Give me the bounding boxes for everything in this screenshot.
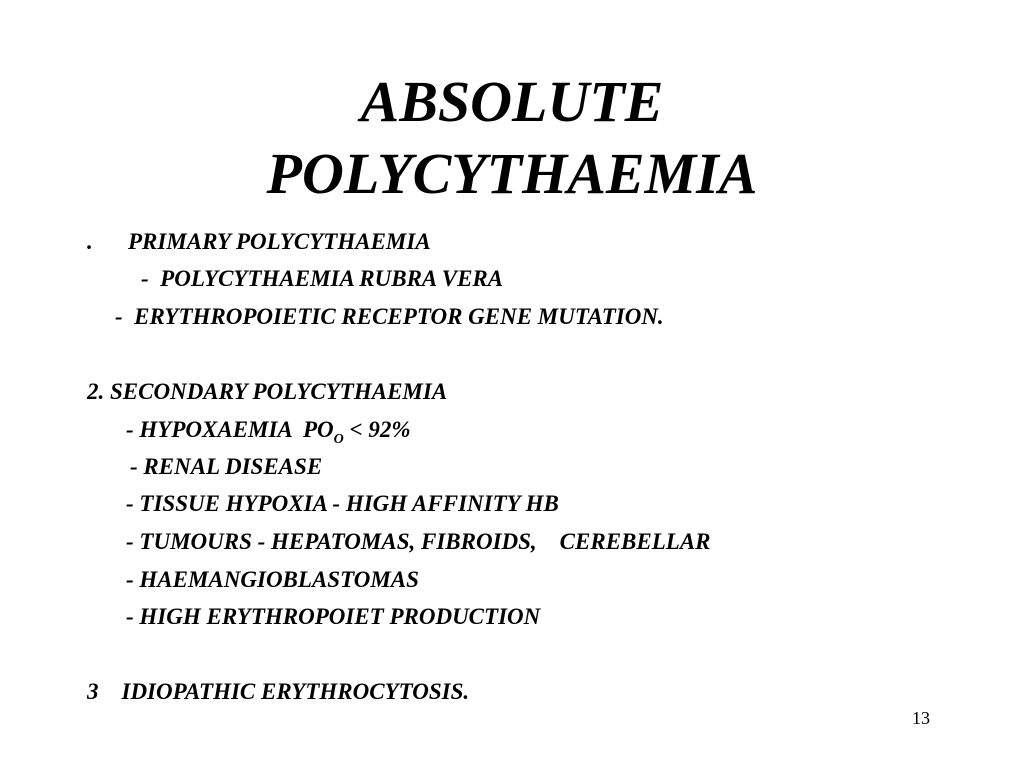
- title-line-2: POLYCYTHAEMIA: [266, 141, 758, 206]
- idiopathic-heading: 3 IDIOPATHIC ERYTHROCYTOSIS.: [87, 679, 470, 704]
- primary-item-receptor-mutation: - ERYTHROPOIETIC RECEPTOR GENE MUTATION.: [115, 304, 664, 329]
- secondary-item-renal: - RENAL DISEASE: [130, 454, 323, 479]
- secondary-item-tumours: - TUMOURS - HEPATOMAS, FIBROIDS, CEREBELLAR: [126, 529, 711, 554]
- secondary-item-haemangioblastomas: - HAEMANGIOBLASTOMAS: [126, 567, 419, 592]
- secondary-item-tissue-hypoxia: - TISSUE HYPOXIA - HIGH AFFINITY HB: [126, 491, 559, 516]
- primary-item-rubra-vera: - POLYCYTHAEMIA RUBRA VERA: [141, 266, 504, 291]
- secondary-item-erythropoiet: - HIGH ERYTHROPOIET PRODUCTION: [126, 604, 541, 629]
- primary-heading: PRIMARY POLYCYTHAEMIA: [128, 229, 431, 254]
- hypoxaemia-suffix: < 92%: [343, 417, 411, 442]
- page-number: 13: [912, 708, 930, 728]
- primary-marker: .: [87, 229, 93, 254]
- secondary-item-hypoxaemia: [126, 416, 411, 454]
- hypoxaemia-prefix: - HYPOXAEMIA PO: [126, 417, 334, 442]
- title-line-1: ABSOLUTE: [360, 69, 664, 134]
- secondary-heading: 2. SECONDARY POLYCYTHAEMIA: [87, 379, 448, 404]
- hypoxaemia-subscript: O: [333, 432, 344, 447]
- slide-title: [0, 66, 1024, 210]
